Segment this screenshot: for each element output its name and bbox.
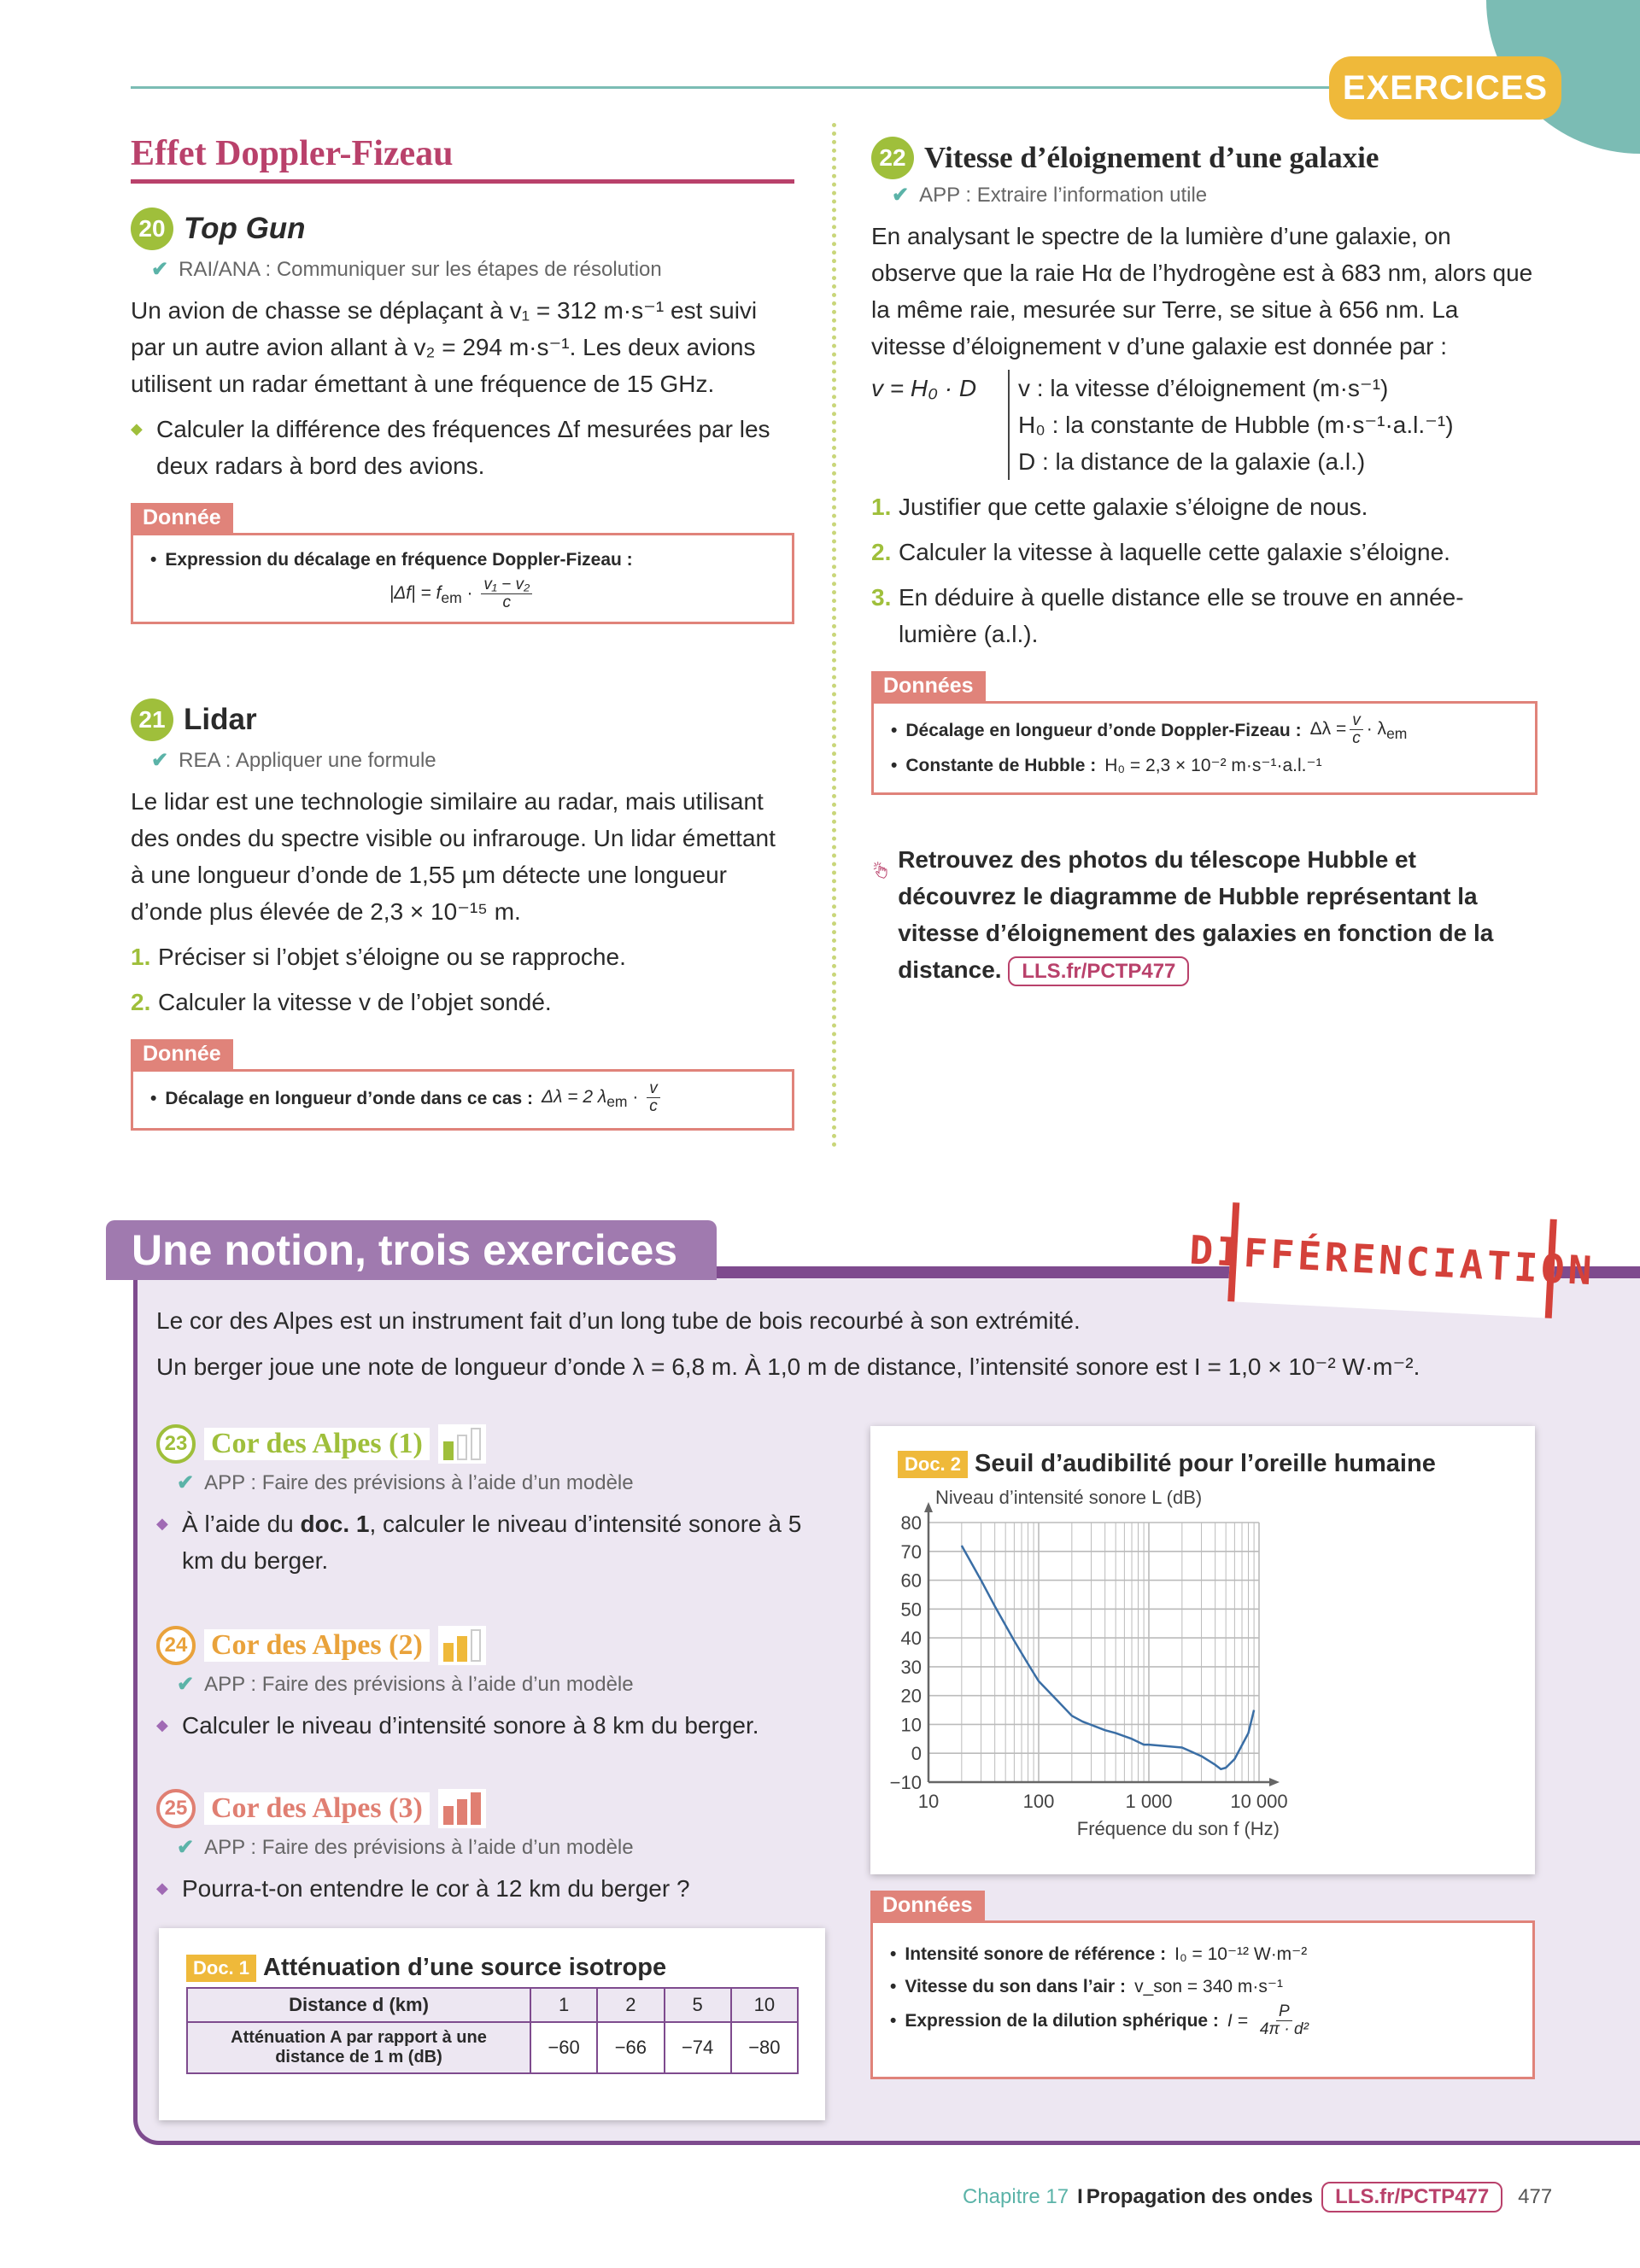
formula-dot: · xyxy=(461,583,478,604)
doc-reference: doc. 1 xyxy=(300,1511,370,1537)
item-number: 2. xyxy=(131,989,151,1015)
formula-denominator: c xyxy=(502,593,512,611)
table-cell: 10 xyxy=(731,1988,798,2022)
skill-label: APP : Faire des prévisions à l’aide d’un modèle xyxy=(204,1673,634,1696)
hubble-formula: v = H₀ · D xyxy=(871,375,977,401)
y-axis-arrow xyxy=(924,1502,933,1512)
attenuation-table xyxy=(186,1987,799,2074)
donnees-sound xyxy=(870,1891,1535,2079)
doc-1 xyxy=(159,1928,825,2120)
donnee-label: Expression de la dilution sphérique : xyxy=(905,2010,1219,2031)
sound-speed: v_son = 340 m·s⁻¹ xyxy=(1134,1977,1283,1996)
table-cell: −60 xyxy=(530,2022,597,2073)
bullet-dot: • xyxy=(890,2010,897,2031)
question-part: À l’aide du xyxy=(182,1511,301,1537)
exercise-25 xyxy=(156,1789,840,1907)
exercise-number: 22 xyxy=(871,137,914,179)
bullet-dot: • xyxy=(891,756,898,776)
skill-label: APP : Faire des prévisions à l’aide d’un modèle xyxy=(204,1471,634,1494)
x-tick-label: 10 xyxy=(917,1791,940,1812)
table-cell: −80 xyxy=(731,2022,798,2073)
exercise-title: Cor des Alpes (3) xyxy=(204,1792,430,1825)
intro-line: Le cor des Alpes est un instrument fait d’un long tube de bois recourbé à son extrémité. xyxy=(156,1307,1081,1334)
bullet-dot: • xyxy=(890,1944,897,1964)
question: En déduire à quelle distance elle se trouve en année-lumière (a.l.). xyxy=(899,584,1464,647)
exercise-text: Un avion de chasse se déplaçant à v₁ = 312 m·s⁻¹ est suivi par un autre avion allant à v₂ = 294 m·s⁻¹. Les deux avions utilisent un radar émettant à une fréquence de 15 GHz. xyxy=(131,297,758,397)
bullet-dot: • xyxy=(150,1089,157,1109)
legend-line: H₀ : la constante de Hubble (m·s⁻¹·a.l.⁻¹) xyxy=(1018,412,1454,438)
intro-line: Un berger joue une note de longueur d’onde λ = 6,8 m. À 1,0 m de distance, l’intensité sonore est I = 1,0 × 10⁻² W·m⁻². xyxy=(156,1353,1420,1380)
bullet-dot: • xyxy=(891,721,898,741)
y-tick-label: 40 xyxy=(900,1628,922,1650)
page-number: 477 xyxy=(1518,2185,1553,2208)
differenciation-stamp: DIFFÉRENCIATION xyxy=(1227,1202,1557,1318)
formula-left: Δλ = 2 λ xyxy=(541,1087,607,1108)
formula-numerator: v₁ − v₂ xyxy=(481,576,532,594)
donnee-label: Intensité sonore de référence : xyxy=(905,1944,1167,1964)
item-number: 3. xyxy=(871,584,892,611)
diamond-bullet-icon: ◆ xyxy=(156,1515,168,1532)
skill-label: REA : Appliquer une formule xyxy=(179,749,436,772)
question: Justifier que cette galaxie s’éloigne de nous. xyxy=(899,494,1368,520)
notion-intro xyxy=(156,1298,1608,1390)
table-cell: −74 xyxy=(665,2022,731,2073)
item-number: 1. xyxy=(871,494,892,520)
check-icon: ✔ xyxy=(177,1673,195,1696)
formula-sub: em xyxy=(441,589,462,607)
doc-tag: Doc. 1 xyxy=(186,1955,256,1982)
y-tick-label: −10 xyxy=(889,1772,922,1793)
exercise-21 xyxy=(131,699,794,1131)
legend-line: D : la distance de la galaxie (a.l.) xyxy=(1018,448,1366,475)
formula-numerator: v xyxy=(647,1080,660,1098)
difficulty-level-1-icon xyxy=(438,1424,486,1464)
note-text: Retrouvez des photos du télescope Hubble et découvrez le diagramme de Hubble représentant la vitesse d’éloignement des galaxies en fonction de la distance. xyxy=(898,846,1494,983)
question: Préciser si l’objet s’éloigne ou se rapproche. xyxy=(158,944,626,970)
check-icon: ✔ xyxy=(177,1471,195,1494)
question-part: , calculer le niveau d’intensité sonore à 5 km du berger. xyxy=(182,1511,802,1574)
donnee-box xyxy=(131,533,794,624)
formula-denominator: 4π · d² xyxy=(1259,2020,1309,2038)
pointing-hand-icon xyxy=(873,841,889,901)
chapter-title: Propagation des ondes xyxy=(1086,2185,1314,2208)
audibility-chart xyxy=(870,1426,1535,1874)
exercise-number: 20 xyxy=(131,208,173,250)
table-cell: 1 xyxy=(530,1988,597,2022)
check-icon: ✔ xyxy=(892,184,910,207)
formula-sub: em xyxy=(606,1093,628,1111)
formula-numerator: v xyxy=(1350,712,1363,730)
exercise-text: Le lidar est une technologie similaire au radar, mais utilisant des ondes du spectre visible ou infrarouge. Un lidar émettant à une longueur d’onde de 1,55 µm détecte une longueur d’onde plus élevée de 2,3 × 10⁻¹⁵ m. xyxy=(131,788,776,925)
exercise-22 xyxy=(871,137,1538,795)
hubble-law xyxy=(871,370,1538,480)
check-icon: ✔ xyxy=(151,258,169,281)
formula-denominator: c xyxy=(1352,729,1361,747)
formula-right: · λ xyxy=(1366,719,1387,739)
y-tick-label: 30 xyxy=(900,1656,922,1678)
diamond-bullet-icon: ◆ xyxy=(131,420,143,437)
item-number: 1. xyxy=(131,944,151,970)
reference-intensity: I₀ = 10⁻¹² W·m⁻² xyxy=(1174,1944,1308,1964)
question: Calculer le niveau d’intensité sonore à 8 km du berger. xyxy=(182,1712,759,1739)
skill-label: APP : Extraire l’information utile xyxy=(919,184,1208,207)
separator: I xyxy=(1077,2185,1083,2208)
donnees-box xyxy=(871,701,1538,795)
question xyxy=(182,1505,840,1579)
bullet-dot: • xyxy=(150,550,157,570)
doc-tag: Doc. 2 xyxy=(898,1451,968,1478)
question: Calculer la vitesse à laquelle cette galaxie s’éloigne. xyxy=(899,539,1450,565)
diamond-bullet-icon: ◆ xyxy=(156,1716,168,1733)
difficulty-level-2-icon xyxy=(438,1626,486,1665)
formula-sub: em xyxy=(1386,725,1408,743)
exercise-title: Top Gun xyxy=(184,212,306,245)
x-axis-label: Fréquence du son f (Hz) xyxy=(1076,1818,1280,1839)
exercices-badge: EXERCICES xyxy=(1329,56,1561,120)
formula-left: I = xyxy=(1227,2010,1248,2031)
item-number: 2. xyxy=(871,539,892,565)
question: Pourra-t-on entendre le cor à 12 km du berger ? xyxy=(182,1875,690,1902)
exercise-24 xyxy=(156,1626,840,1744)
donnees-tag: Données xyxy=(871,671,986,701)
online-note xyxy=(873,841,1539,990)
exercise-title: Cor des Alpes (1) xyxy=(204,1428,430,1460)
x-tick-label: 1 000 xyxy=(1125,1791,1173,1812)
legend-line: v : la vitesse d’éloignement (m·s⁻¹) xyxy=(1018,375,1389,401)
donnee-box xyxy=(131,1069,794,1131)
exercise-23 xyxy=(156,1424,840,1579)
donnee-label: Décalage en longueur d’onde dans ce cas : xyxy=(165,1089,533,1109)
question: Calculer la différence des fréquences Δf mesurées par les deux radars à bord des avions. xyxy=(156,416,770,479)
y-tick-label: 10 xyxy=(900,1714,922,1736)
exercise-title: Lidar xyxy=(184,703,257,736)
y-tick-label: 20 xyxy=(900,1685,922,1707)
donnee-label: Vitesse du son dans l’air : xyxy=(905,1977,1127,1996)
donnee-label: Décalage en longueur d’onde Doppler-Fizeau : xyxy=(905,721,1302,741)
hubble-constant: H₀ = 2,3 × 10⁻² m·s⁻¹·a.l.⁻¹ xyxy=(1104,756,1322,776)
difficulty-level-3-icon xyxy=(438,1789,486,1828)
question: Calculer la vitesse v de l’objet sondé. xyxy=(158,989,552,1015)
y-tick-label: 80 xyxy=(900,1512,922,1534)
table-cell: 2 xyxy=(597,1988,664,2022)
donnee-tag: Donnée xyxy=(131,503,233,533)
lls-link[interactable]: LLS.fr/PCTP477 xyxy=(1321,2182,1502,2212)
y-tick-label: 60 xyxy=(900,1569,922,1592)
donnees-tag: Données xyxy=(870,1891,985,1920)
bullet-dot: • xyxy=(890,1977,897,1996)
table-header: Atténuation A par rapport à une distance de 1 m (dB) xyxy=(187,2022,530,2073)
donnee-label: Constante de Hubble : xyxy=(905,756,1097,776)
exercise-number: 25 xyxy=(156,1789,196,1828)
exercise-text: En analysant le spectre de la lumière d’une galaxie, on observe que la raie Hα de l’hydrogène est à 683 nm, alors que la même raie, mesurée sur Terre, se situe à 656 nm. La vitesse d’éloignement v d’une galaxie est donnée par : xyxy=(871,223,1533,359)
formula-left: Δλ = xyxy=(1309,719,1347,739)
donnees-box xyxy=(870,1920,1535,2079)
donnee-tag: Donnée xyxy=(131,1039,233,1069)
y-tick-label: 0 xyxy=(911,1743,922,1765)
y-tick-label: 50 xyxy=(900,1599,922,1621)
skill-label: RAI/ANA : Communiquer sur les étapes de résolution xyxy=(179,258,662,281)
exercise-title: Cor des Alpes (2) xyxy=(204,1629,430,1662)
chapter-label: Chapitre 17 xyxy=(963,2185,1069,2208)
exercise-number: 23 xyxy=(156,1424,196,1464)
exercise-20 xyxy=(131,208,794,624)
doc-title: Atténuation d’une source isotrope xyxy=(263,1954,667,1981)
diamond-bullet-icon: ◆ xyxy=(156,1879,168,1897)
x-tick-label: 100 xyxy=(1022,1791,1055,1812)
check-icon: ✔ xyxy=(151,749,169,772)
section-title: Effet Doppler-Fizeau xyxy=(131,133,794,184)
exercise-number: 21 xyxy=(131,699,173,741)
header-rule xyxy=(131,86,1344,89)
donnee-label: Expression du décalage en fréquence Doppler-Fizeau : xyxy=(165,550,633,570)
check-icon: ✔ xyxy=(177,1836,195,1859)
formula-left: |Δf| = f xyxy=(389,583,442,604)
lidar-formula: Δλ = 2 $\lambda_{em}$ · $\frac{v}{c}$ xyxy=(542,1080,664,1118)
exercise-title: Vitesse d’éloignement d’une galaxie xyxy=(924,141,1379,174)
doppler-formula xyxy=(150,576,775,611)
skill-label: APP : Faire des prévisions à l’aide d’un modèle xyxy=(204,1836,634,1859)
formula-denominator: c xyxy=(649,1097,658,1115)
y-axis-label: Niveau d’intensité sonore L (dB) xyxy=(935,1487,1203,1508)
column-divider xyxy=(832,123,836,1148)
section-tab: Une notion, trois exercices xyxy=(106,1220,717,1280)
doc-title: Seuil d’audibilité pour l’oreille humaine xyxy=(975,1450,1436,1477)
lls-link[interactable]: LLS.fr/PCTP477 xyxy=(1008,956,1189,986)
formula-numerator: P xyxy=(1276,2003,1292,2021)
page-footer xyxy=(963,2182,1552,2212)
y-tick-label: 70 xyxy=(900,1540,922,1563)
x-tick-label: 10 000 xyxy=(1230,1791,1288,1812)
table-cell: −66 xyxy=(597,2022,664,2073)
exercise-number: 24 xyxy=(156,1626,196,1665)
table-header: Distance d (km) xyxy=(187,1988,530,2022)
table-cell: 5 xyxy=(665,1988,731,2022)
x-axis-arrow xyxy=(1269,1778,1280,1786)
